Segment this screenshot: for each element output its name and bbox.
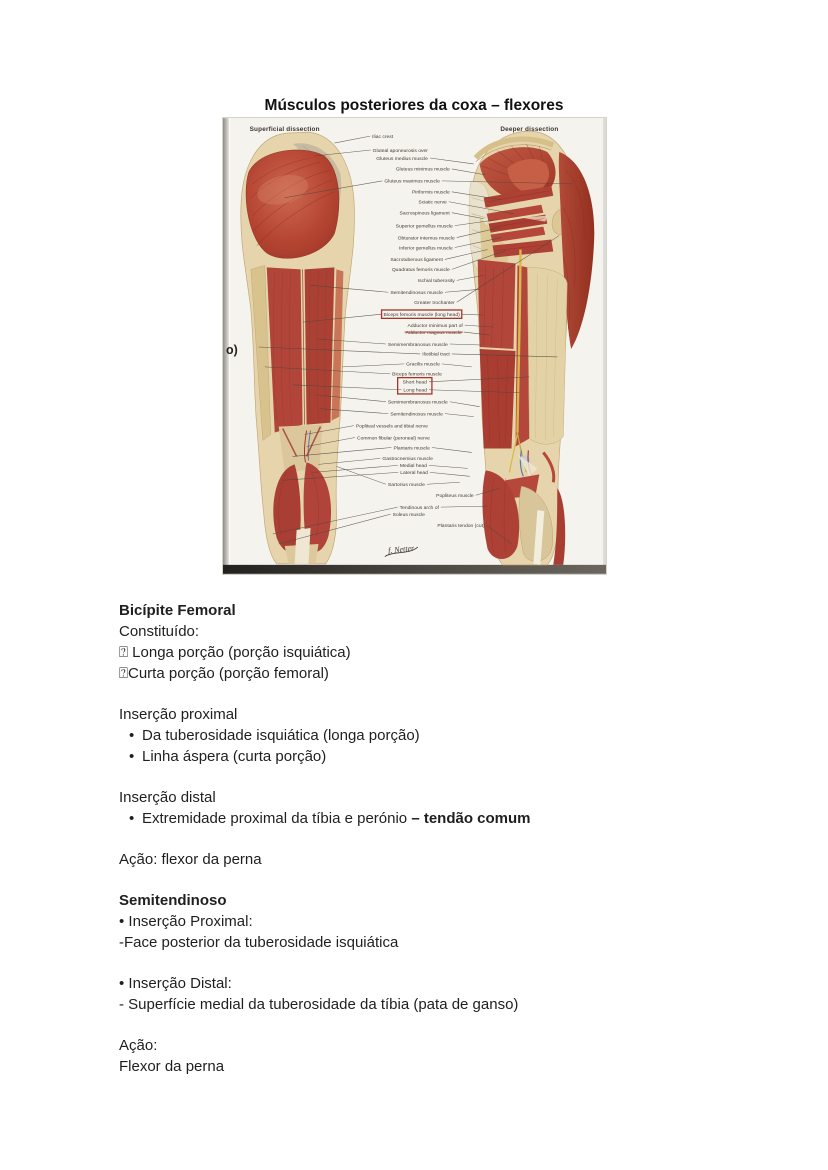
- figure-label: Common fibular (peroneal) nerve: [356, 436, 430, 442]
- figure-label: Biceps femoris muscle: [392, 372, 442, 378]
- figure-heading-right: Deeper dissection: [500, 126, 559, 134]
- anatomy-plate-svg: [223, 118, 606, 574]
- corner-note: o): [225, 342, 238, 357]
- paragraph: Inserção distal: [119, 789, 216, 806]
- figure-label: Superior gemellus muscle: [395, 224, 453, 230]
- paragraph: ⍰Curta porção (porção femoral): [119, 665, 329, 682]
- figure-label: Inferior gemellus muscle: [398, 246, 453, 252]
- figure-label: Gracilis muscle: [406, 362, 440, 368]
- bullet-text: Linha áspera (curta porção): [142, 748, 327, 765]
- section-heading: Bicípite Femoral: [119, 602, 236, 619]
- figure-label: Tendinous arch of: [399, 505, 439, 511]
- paragraph: - Superfície medial da tuberosidade da tíbia (pata de ganso): [119, 996, 519, 1013]
- figure-label: Sciatic nerve: [418, 200, 447, 206]
- paragraph: ⍰ Longa porção (porção isquiática): [119, 644, 351, 661]
- figure-label: Ischial tuberosity: [417, 279, 455, 285]
- spacer: [119, 870, 739, 890]
- figure-label: Gluteal aponeurosis over: [372, 148, 428, 154]
- figure-label: Semitendinosus muscle: [390, 291, 443, 297]
- figure-label: Gluteus medius muscle: [376, 156, 428, 162]
- figure-label: Greater trochanter: [414, 301, 455, 307]
- paragraph: • Inserção Proximal:: [119, 913, 253, 930]
- section-heading: Semitendinoso: [119, 892, 227, 909]
- figure-label: Iliotibial tract: [422, 352, 450, 358]
- figure-label: Sacrotuberous ligament: [390, 258, 443, 264]
- bullet-item: [119, 746, 739, 767]
- figure-label: Semitendinosus muscle: [390, 412, 443, 418]
- figure-label: Sacrospinous ligament: [399, 211, 450, 217]
- figure-label: Gastrocnemius muscle: [382, 457, 433, 463]
- figure-label: Iliac crest: [372, 134, 394, 140]
- paragraph: Ação:: [119, 1037, 158, 1054]
- figure-label: Lateral head: [400, 471, 428, 477]
- svg-text:f. Netter: f. Netter: [387, 543, 415, 556]
- spacer: [119, 767, 739, 787]
- figure-label: Quadratus femoris muscle: [391, 268, 450, 274]
- figure-label: Semimembranosus muscle: [387, 400, 448, 406]
- figure-label: Piriformis muscle: [411, 190, 450, 196]
- figure-label: Semimembranosus muscle: [387, 342, 448, 348]
- figure-label: Long head: [403, 388, 427, 394]
- figure-label: Popliteal vessels and tibial nerve: [355, 424, 428, 430]
- figure-label: Gluteus maximus muscle: [384, 179, 440, 185]
- figure-label: Popliteus muscle: [436, 494, 474, 500]
- page-title: Músculos posteriores da coxa – flexores: [264, 97, 564, 114]
- figure-label: Sartorius muscle: [387, 483, 425, 489]
- bullet-marker: •: [129, 810, 135, 827]
- bullet-marker: •: [129, 727, 135, 744]
- bullet-text: Da tuberosidade isquiática (longa porção): [142, 727, 420, 744]
- bullet-marker: •: [129, 748, 135, 765]
- paragraph: Ação: flexor da perna: [119, 851, 262, 868]
- bullet-text: Extremidade proximal da tíbia e perónio – tendão comum: [142, 810, 531, 827]
- figure-label: Biceps femoris muscle (long head): [383, 312, 460, 318]
- document-text: [119, 600, 739, 1077]
- figure-label: Obturator internus muscle: [397, 236, 455, 242]
- spacer: [119, 1015, 739, 1035]
- figure-label: Soleus muscle: [392, 512, 425, 518]
- paragraph: Inserção proximal: [119, 706, 238, 723]
- figure-label: Adductor minimus part of: [407, 323, 463, 329]
- paragraph: -Face posterior da tuberosidade isquiática: [119, 934, 399, 951]
- photo-bottom-edge: [223, 565, 606, 574]
- figure-label: Gluteus minimus muscle: [395, 167, 450, 173]
- figure-label: Plantaris tendon (cut): [437, 523, 485, 529]
- bullet-item: [119, 725, 739, 746]
- bullet-text-bold: – tendão comum: [411, 810, 531, 827]
- paragraph: Flexor da perna: [119, 1058, 225, 1075]
- paragraph: • Inserção Distal:: [119, 975, 232, 992]
- figure-label: Adductor magnus muscle: [405, 330, 462, 336]
- spacer: [119, 829, 739, 849]
- spacer: [119, 684, 739, 704]
- paragraph: Constituído:: [119, 623, 200, 640]
- figure-heading-left: Superficial dissection: [249, 126, 320, 134]
- figure-label: Medial head: [399, 464, 427, 470]
- figure-label: Short head: [402, 380, 427, 386]
- figure-label: Plantaris muscle: [393, 446, 430, 452]
- anatomy-figure: [222, 117, 607, 575]
- bullet-item: [119, 808, 739, 829]
- spacer: [119, 953, 739, 973]
